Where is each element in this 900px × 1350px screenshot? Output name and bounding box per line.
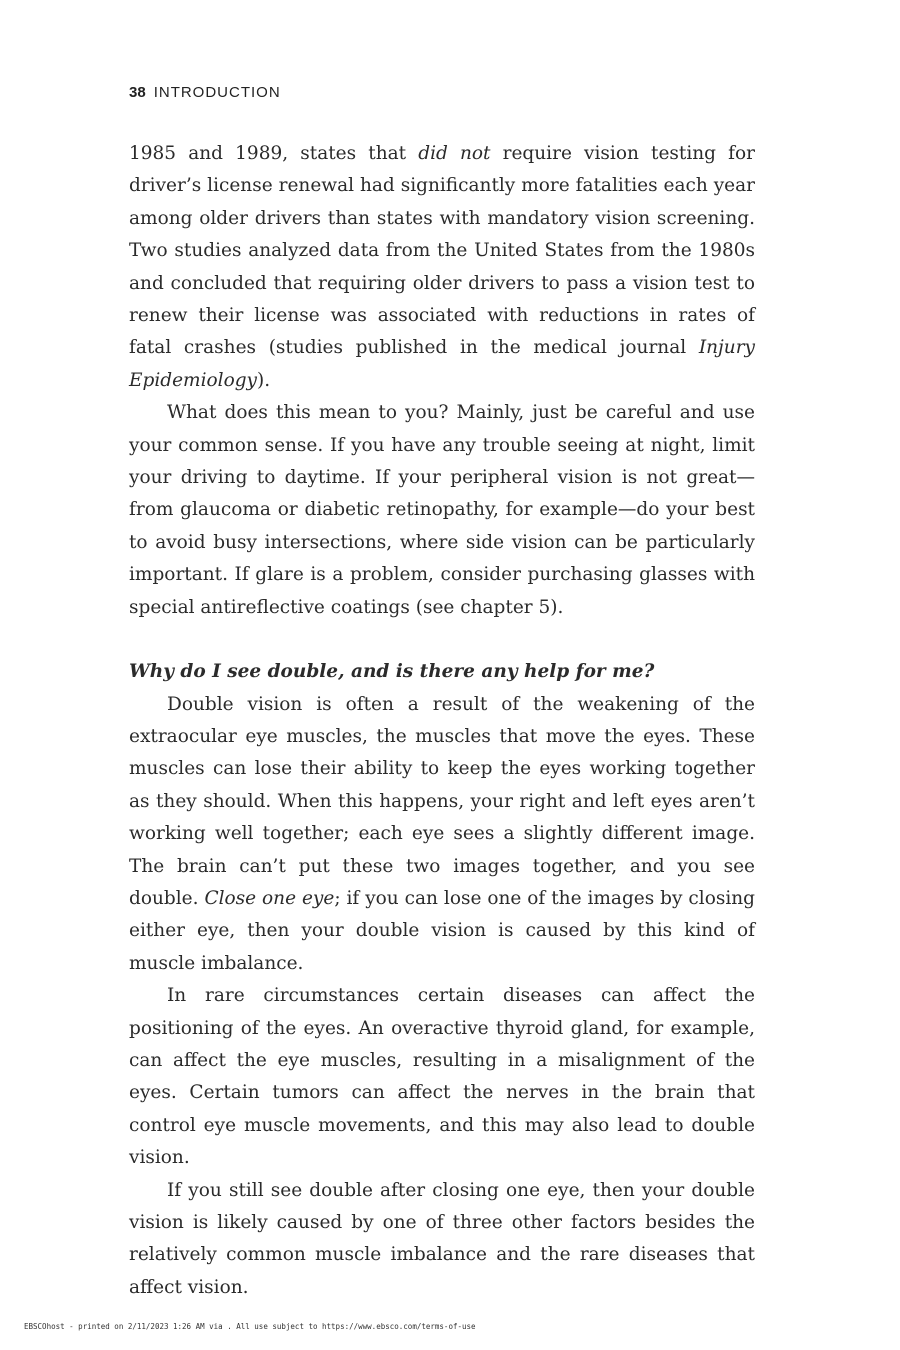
body-text xyxy=(129,138,755,1304)
page-number: 38 xyxy=(129,84,146,101)
p1-text-a: 1985 and 1989, states that xyxy=(129,143,419,164)
journal-title: Injury Epidemiology xyxy=(129,337,755,391)
p1-text-c: ). xyxy=(257,369,271,391)
p1-text-b: require vision testing for driver’s license renewal had significantly more fatalities each year among older drivers than states with mandatory vision screening. Two studies analyzed data from the United States from the 1980s and concluded that requiring older drivers to pass a vision test to renew their license was associated with reductions in rates of fatal crashes (studies published in the medical journal xyxy=(129,143,755,359)
section-heading: Why do I see double, and is there any help for me? xyxy=(129,661,655,683)
p3-text-b: ; if you can lose one of the images by closing either eye, then your double vision is caused by this kind of muscle imbalance. xyxy=(129,887,755,974)
running-header xyxy=(129,84,281,101)
paragraph-2: What does this mean to you? Mainly, just be careful and use your common sense. If you have any trouble seeing at night, limit your driving to daytime. If your peripheral vision is not great—from glaucoma or diabetic retinopathy, for example—do your best to avoid busy intersections, where side vision can be particularly important. If glare is a problem, consider purchasing glasses with special antireflective coatings (see chapter 5). xyxy=(129,402,755,618)
paragraph-4: In rare circumstances certain diseases can affect the positioning of the eyes. An overactive thyroid gland, for example, can affect the eye muscles, resulting in a misalignment of the eyes. Certain tumors can affect the nerves in the brain that control eye muscle movements, and this may also lead to double vision. xyxy=(129,985,755,1169)
p3-text-a: Double vision is often a result of the weakening of the extraocular eye muscles, the muscles that move the eyes. These muscles can lose their ability to keep the eyes working together as they should. When this happens, your right and left eyes aren’t working well together; each eye sees a slightly different image. The brain can’t put these two images together, and you see double. xyxy=(129,693,755,909)
print-footer: EBSCOhost - printed on 2/11/2023 1:26 AM via . All use subject to https://www.ebsco.com/terms-of-use xyxy=(24,1322,476,1331)
paragraph-3 xyxy=(129,689,755,981)
p1-emphasis: did not xyxy=(418,143,491,164)
paragraph-1 xyxy=(129,138,755,397)
paragraph-5: If you still see double after closing one eye, then your double vision is likely caused by one of three other factors besides the relatively common muscle imbalance and the rare diseases that affect vision. xyxy=(129,1179,755,1298)
section-title: INTRODUCTION xyxy=(153,84,281,101)
p3-emphasis: Close one eye xyxy=(204,887,335,909)
